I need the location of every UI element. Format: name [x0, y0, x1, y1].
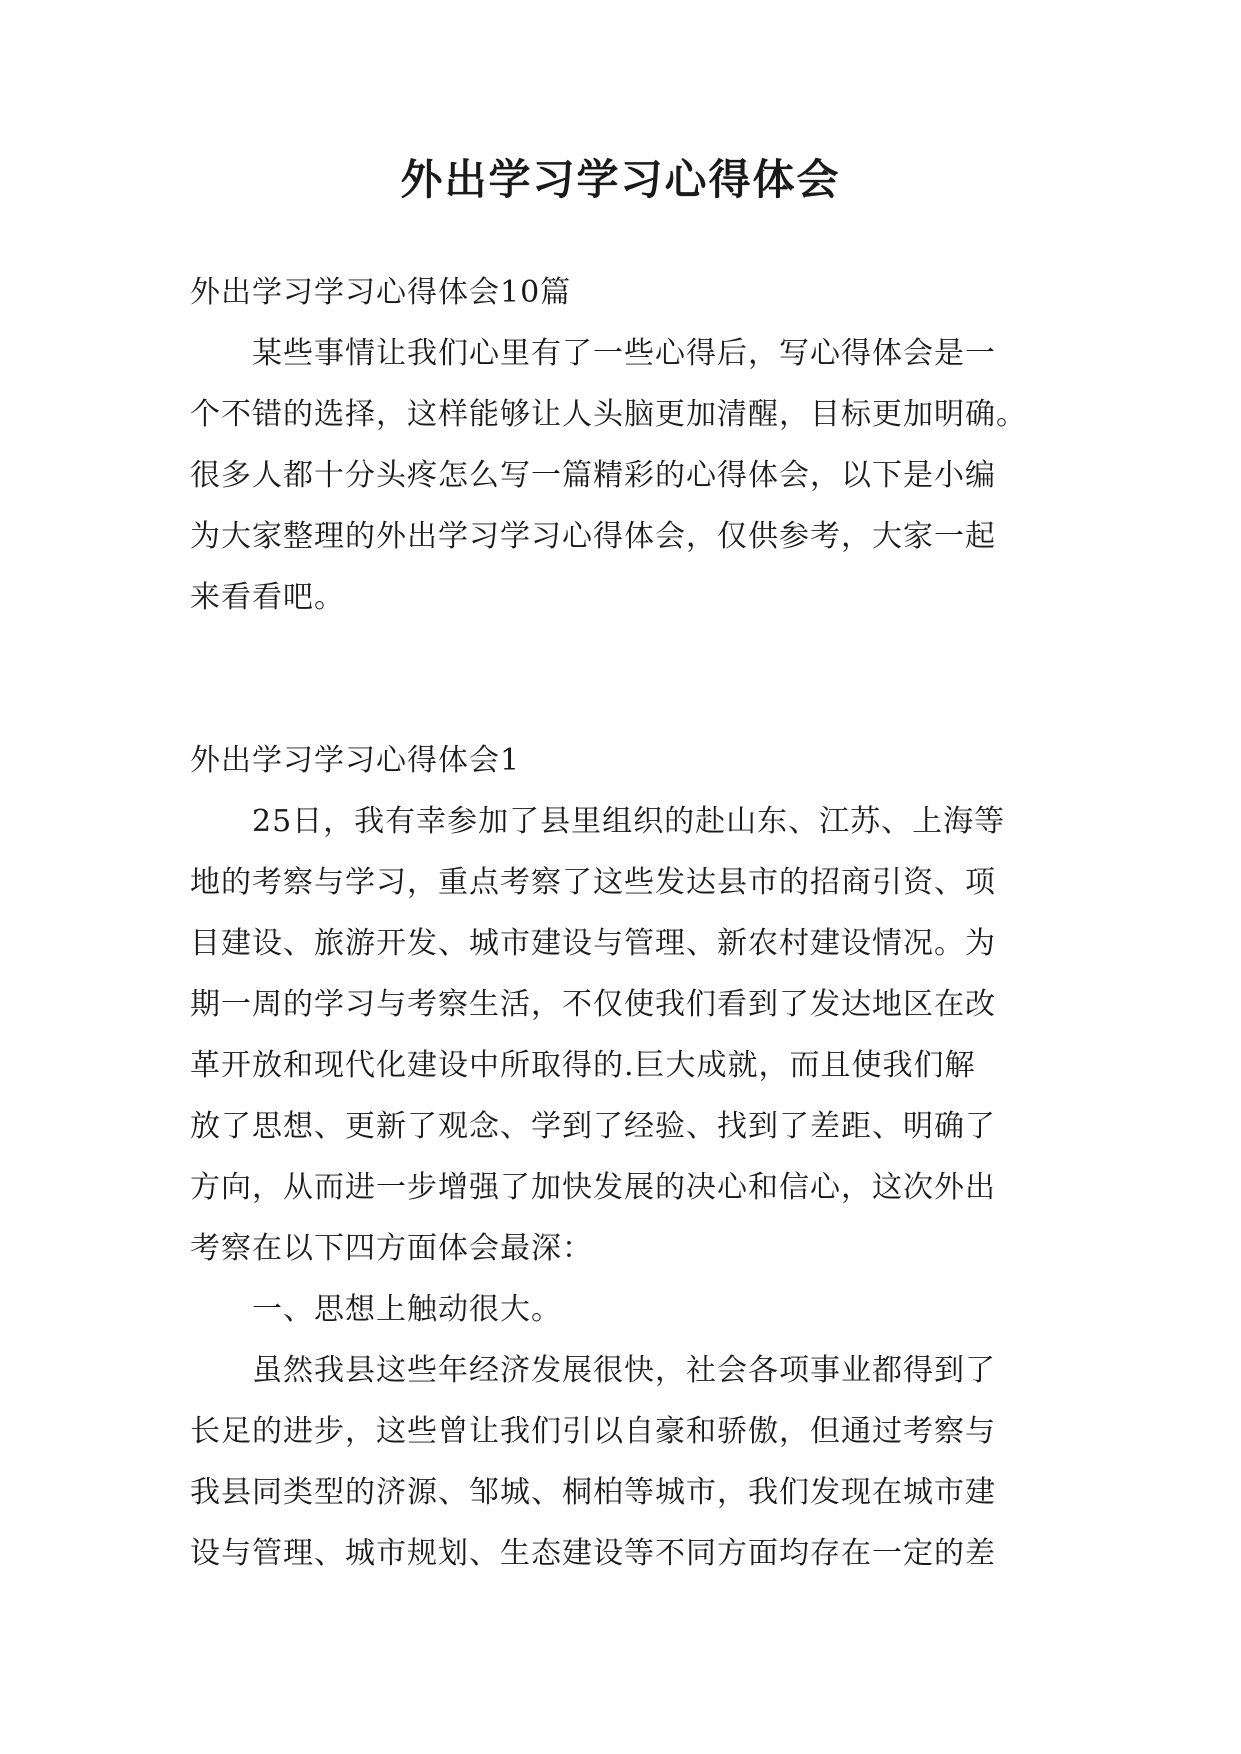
- intro-line: 很多人都十分头疼怎么写一篇精彩的心得体会，以下是小编: [190, 458, 996, 493]
- intro-line: 为大家整理的外出学习学习心得体会，仅供参考，大家一起: [190, 519, 996, 554]
- intro-line: 某些事情让我们心里有了一些心得后，写心得体会是一: [252, 336, 996, 371]
- section-line: 革开放和现代化建设中所取得的.巨大成就，而且使我们解: [190, 1048, 976, 1083]
- section-line: 放了思想、更新了观念、学到了经验、找到了差距、明确了: [190, 1109, 996, 1144]
- point-line: 长足的进步，这些曾让我们引以自豪和骄傲，但通过考察与: [190, 1414, 996, 1449]
- document-title: 外出学习学习心得体会: [400, 155, 841, 204]
- intro-line: 个不错的选择，这样能够让人头脑更加清醒，目标更加明确。: [190, 397, 1027, 432]
- section-line: 地的考察与学习，重点考察了这些发达县市的招商引资、项: [190, 865, 996, 900]
- intro-line: 来看看吧。: [190, 580, 345, 615]
- section-heading: 外出学习学习心得体会1: [190, 743, 521, 778]
- section-line: 方向，从而进一步增强了加快发展的决心和信心，这次外出: [190, 1170, 996, 1205]
- section-line: 25日，我有幸参加了县里组织的赴山东、江苏、上海等: [252, 804, 1006, 839]
- section-line: 目建设、旅游开发、城市建设与管理、新农村建设情况。为: [190, 926, 996, 961]
- point-line: 设与管理、城市规划、生态建设等不同方面均存在一定的差: [190, 1536, 996, 1571]
- section-line: 考察在以下四方面体会最深：: [190, 1231, 593, 1266]
- section-line: 期一周的学习与考察生活，不仅使我们看到了发达地区在改: [190, 987, 996, 1022]
- point-heading: 一、思想上触动很大。: [252, 1292, 562, 1327]
- point-line: 我县同类型的济源、邹城、桐柏等城市，我们发现在城市建: [190, 1475, 996, 1510]
- intro-block: [190, 262, 1052, 628]
- section-1: [190, 730, 1052, 1584]
- intro-heading: 外出学习学习心得体会10篇: [190, 275, 572, 310]
- point-line: 虽然我县这些年经济发展很快，社会各项事业都得到了: [252, 1353, 996, 1388]
